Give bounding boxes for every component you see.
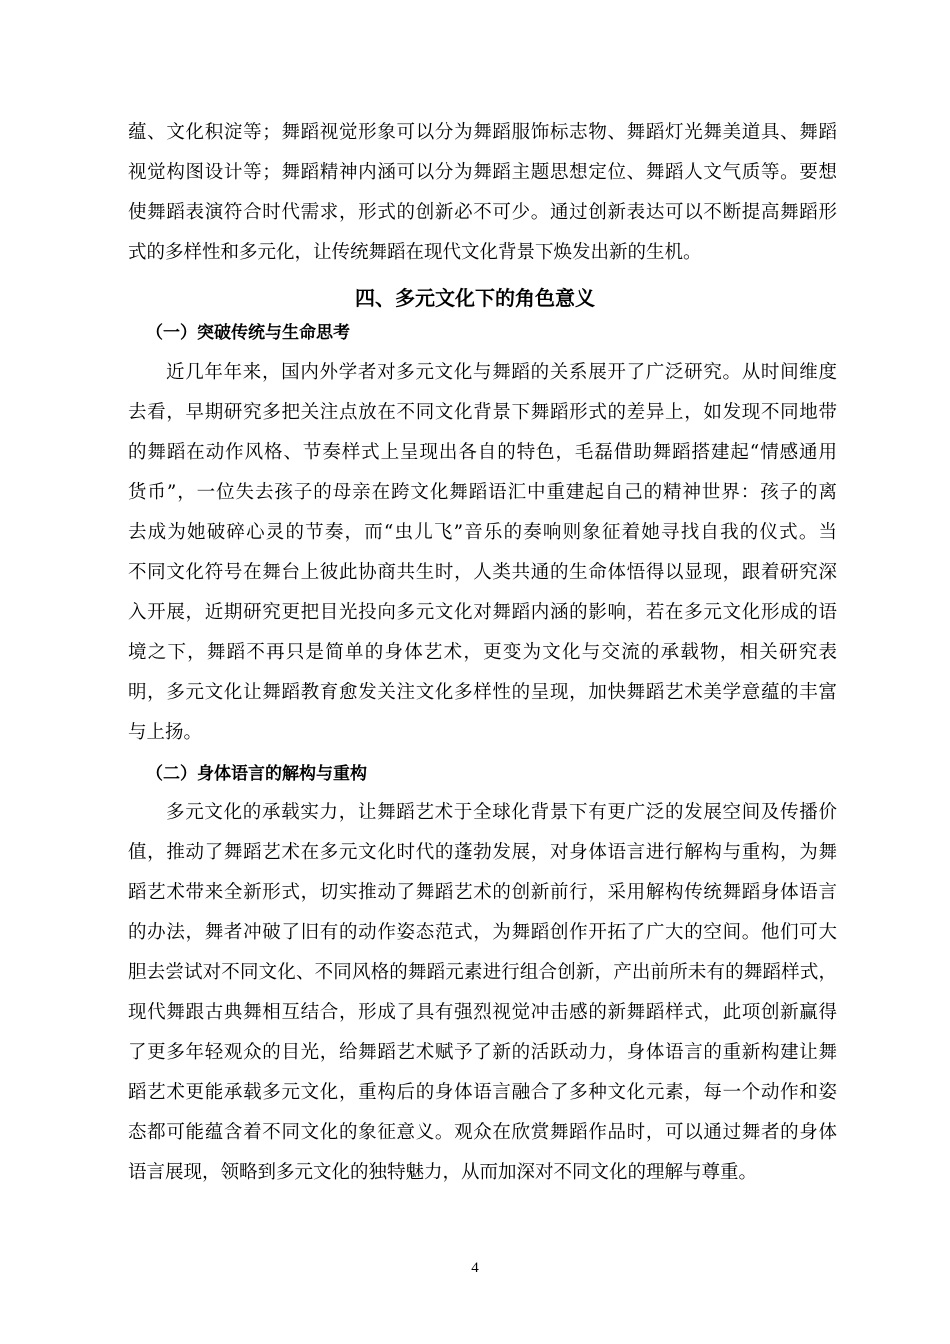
paragraph-line: 了更多年轻观众的目光，给舞蹈艺术赋予了新的活跃动力，身体语言的重新构建让舞	[128, 1042, 837, 1063]
paragraph-line: 现代舞跟古典舞相互结合，形成了具有强烈视觉冲击感的新舞蹈样式，此项创新赢得	[128, 1002, 837, 1023]
paragraph-line: 货币”，一位失去孩子的母亲在跨文化舞蹈语汇中重建起自己的精神世界：孩子的离	[128, 482, 837, 503]
subsection-title: （二）身体语言的解构与重构	[146, 764, 367, 784]
paragraph-line: 入开展，近期研究更把目光投向多元文化对舞蹈内涵的影响，若在多元文化形成的语	[128, 602, 837, 623]
paragraph-line: 胆去尝试对不同文化、不同风格的舞蹈元素进行组合创新，产出前所未有的舞蹈样式，	[128, 962, 837, 983]
paragraph-line: 去看，早期研究多把关注点放在不同文化背景下舞蹈形式的差异上，如发现不同地带	[128, 402, 837, 423]
paragraph-line: 不同文化符号在舞台上彼此协商共生时，人类共通的生命体悟得以显现，跟着研究深	[128, 562, 837, 583]
paragraph-line: 境之下，舞蹈不再只是简单的身体艺术，更变为文化与交流的承载物，相关研究表	[128, 642, 837, 663]
page-number: 4	[471, 1260, 479, 1276]
paragraph-line: 蹈艺术更能承载多元文化，重构后的身体语言融合了多种文化元素，每一个动作和姿	[128, 1082, 837, 1103]
section-heading: 四、多元文化下的角色意义	[355, 286, 595, 310]
subsection-title: （一）突破传统与生命思考	[146, 323, 350, 343]
paragraph-line: 明，多元文化让舞蹈教育愈发关注文化多样性的呈现，加快舞蹈艺术美学意蕴的丰富	[128, 682, 837, 703]
paragraph-line: 值，推动了舞蹈艺术在多元文化时代的蓬勃发展，对身体语言进行解构与重构，为舞	[128, 842, 837, 863]
paragraph-line: 态都可能蕴含着不同文化的象征意义。观众在欣赏舞蹈作品时，可以通过舞者的身体	[128, 1122, 837, 1143]
paragraph-line: 视觉构图设计等；舞蹈精神内涵可以分为舞蹈主题思想定位、舞蹈人文气质等。要想	[128, 162, 837, 183]
paragraph-line: 蕴、文化积淀等；舞蹈视觉形象可以分为舞蹈服饰标志物、舞蹈灯光舞美道具、舞蹈	[128, 122, 837, 143]
paragraph-line: 的办法，舞者冲破了旧有的动作姿态范式，为舞蹈创作开拓了广大的空间。他们可大	[128, 922, 837, 943]
paragraph-line: 的舞蹈在动作风格、节奏样式上呈现出各自的特色，毛磊借助舞蹈搭建起“情感通用	[128, 442, 837, 463]
paragraph-line: 使舞蹈表演符合时代需求，形式的创新必不可少。通过创新表达可以不断提高舞蹈形	[128, 202, 837, 223]
paragraph-line: 语言展现，领略到多元文化的独特魅力，从而加深对不同文化的理解与尊重。	[128, 1162, 758, 1183]
paragraph-line: 蹈艺术带来全新形式，切实推动了舞蹈艺术的创新前行，采用解构传统舞蹈身体语言	[128, 882, 837, 903]
paragraph-line: 近几年年来，国内外学者对多元文化与舞蹈的关系展开了广泛研究。从时间维度	[166, 362, 837, 383]
paragraph-line: 式的多样性和多元化，让传统舞蹈在现代文化背景下焕发出新的生机。	[128, 242, 702, 263]
paragraph-line: 去成为她破碎心灵的节奏，而“虫儿飞”音乐的奏响则象征着她寻找自我的仪式。当	[128, 522, 837, 543]
paragraph-line: 多元文化的承载实力，让舞蹈艺术于全球化背景下有更广泛的发展空间及传播价	[166, 802, 837, 823]
paragraph-line: 与上扬。	[128, 722, 203, 743]
